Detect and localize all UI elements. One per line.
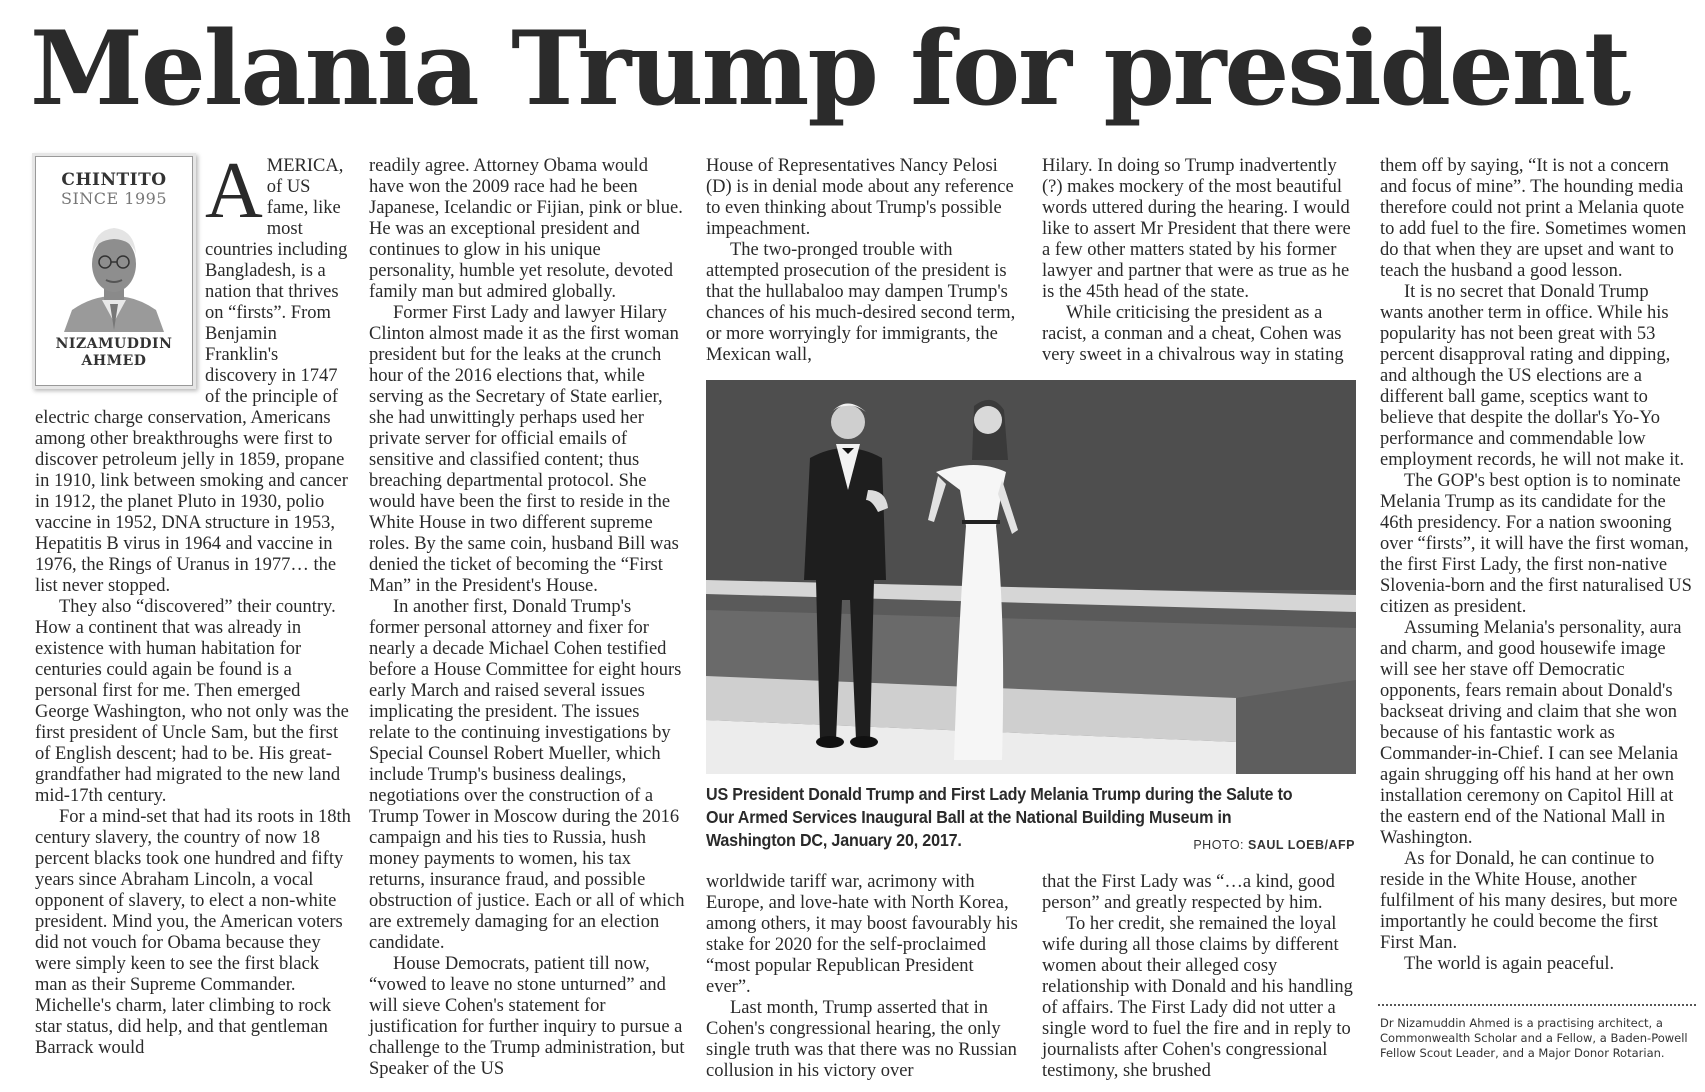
article-column-3-top bbox=[706, 156, 1022, 366]
byline-box bbox=[35, 156, 193, 386]
paragraph: While criticising the president as a racist, a conman and a cheat, Cohen was very sweet in a chivalrous way in stating bbox=[1042, 303, 1344, 365]
paragraph: They also “discovered” their country. How a continent that was already in existence with human habitation for centuries could again be found is a personal first for me. Then emerged George Washington, who not only was the first president of Uncle Sam, but the first of English descent; had to be. His great-grandfather had migrated to the new land mid-17th century. bbox=[35, 597, 349, 806]
paragraph: The two-pronged trouble with attempted prosecution of the president is that the hullabaloo may dampen Trump's chances of his much-desired second term, or more worryingly for immigrants, the Mexican wall, bbox=[706, 240, 1016, 365]
article-column-3-bottom bbox=[706, 872, 1022, 1082]
author-portrait bbox=[62, 212, 166, 332]
paragraph: It is no secret that Donald Trump wants another term in office. While his popularity has not been great with 53 percent disapproval rating and dipping, and although the US elections are a different ball game, sceptics want to believe that despite the dollar's Yo-Yo performance and commendable low employment records, he will not make it. bbox=[1380, 282, 1685, 470]
paragraph: worldwide tariff war, acrimony with Europe, and love-hate with North Korea, among others, it may boost favourably his stake for 2020 for the self-proclaimed “most popular Republican President ever”. bbox=[706, 872, 1018, 997]
article-column-5 bbox=[1380, 156, 1696, 975]
photo-credit: PHOTO: SAUL LOEB/AFP bbox=[1193, 838, 1355, 852]
drop-cap: A bbox=[205, 147, 263, 235]
paragraph: Hilary. In doing so Trump inadvertently (?) makes mockery of the most beautiful words uttered during the hearing. I would like to assert Mr President that there were a few other matters stated by his former lawyer and partner that were as true as he is the 45th head of the state. bbox=[1042, 156, 1351, 302]
paragraph: AMERICA, of US fame, like most countries including Bangladesh, is a nation that thrives on “firsts”. From Benjamin Franklin's discovery in 1747 of the principle of electric charge conservation, Americans among other breakthroughs were first to discover petroleum jelly in 1859, propane in 1910, link between smoking and cancer in 1912, the planet Pluto in 1930, polio vaccine in 1952, DNA structure in 1953, Hepatitis B virus in 1964 and vaccine in 1976, the Rings of Uranus in 1977… the list never stopped. bbox=[35, 147, 348, 596]
photo-caption: US President Donald Trump and First Lady Melania Trump during the Salute to Our Armed Services Inaugural Ball at the National Building Museum in Washington DC, January 20, 2017. bbox=[706, 784, 1293, 850]
paragraph: House of Representatives Nancy Pelosi (D) is in denial mode about any reference to even thinking about Trump's possible impeachment. bbox=[706, 156, 1014, 239]
paragraph: The GOP's best option is to nominate Melania Trump as its candidate for the 46th presidency. For a nation swooning over “firsts”, it will have the first woman, the first First Lady, the first non-native Slovenia-born and the first naturalised US citizen as president. bbox=[1380, 471, 1692, 617]
column-brand: CHINTITO bbox=[61, 170, 167, 190]
article-column-4-bottom bbox=[1042, 872, 1360, 1082]
paragraph: readily agree. Attorney Obama would have won the 2009 race had he been Japanese, Icelandic or Fijian, pink or blue. He was an exceptional president and continues to glow in his unique personality, humble yet resolute, devoted family man but admired globally. bbox=[369, 156, 683, 302]
paragraph: For a mind-set that had its roots in 18th century slavery, the country of now 18 percent blacks took one hundred and fifty years since Abraham Lincoln, a vocal opponent of slavery, to elect a non-white president. Mind you, the American voters did not vouch for Obama because they were simply keen to see the first black man as their Supreme Commander. Michelle's charm, later climbing to rock star status, did help, and that gentleman Barrack would bbox=[35, 807, 351, 1058]
author-last-name: AHMED bbox=[81, 353, 147, 369]
paragraph: Former First Lady and lawyer Hilary Clinton almost made it as the first woman president but for the leaks at the crunch hour of the 2016 elections that, while serving as the Secretary of State earlier, she had unwittingly perhaps used her private server for official emails of sensitive and classified content; thus breaching departmental protocol. She would have been the first to reside in the White House in two different supreme roles. By the same coin, husband Bill was denied the ticket of becoming the “First Man” in the President's House. bbox=[369, 303, 679, 596]
paragraph: In another first, Donald Trump's former personal attorney and fixer for nearly a decade Michael Cohen testified before a House Committee for eight hours early March and raised several issues implicating the president. The issues relate to the continuing investigations by Special Counsel Robert Mueller, which include Trump's business dealings, negotiations over the construction of a Trump Tower in Moscow during the 2016 campaign and his ties to Russia, hush money payments to women, his tax returns, insurance fraud, and possible obstruction of justice. Each or all of which are extremely damaging for an election candidate. bbox=[369, 597, 685, 953]
column-since: SINCE 1995 bbox=[60, 189, 167, 208]
paragraph: The world is again peaceful. bbox=[1404, 954, 1615, 974]
article-column-1 bbox=[35, 147, 353, 1059]
article-column-4-top bbox=[1042, 156, 1360, 366]
news-photo bbox=[706, 380, 1356, 774]
paragraph: To her credit, she remained the loyal wife during all those claims by different women about their alleged cosy relationship with Donald and his handling of affairs. The First Lady did not utter a single word to fuel the fire and in reply to journalists after Cohen's congressional testimony, she brushed bbox=[1042, 914, 1353, 1081]
paragraph: that the First Lady was “…a kind, good person” and greatly respected by him. bbox=[1042, 872, 1335, 913]
article-column-2 bbox=[369, 156, 685, 1080]
paragraph: Last month, Trump asserted that in Cohen's congressional hearing, the only single truth was that there was no Russian collusion in his victory over bbox=[706, 998, 1017, 1081]
paragraph: them off by saying, “It is not a concern and focus of mine”. The hounding media therefore could not print a Melania quote to add fuel to the fire. Sometimes women do that when they are upset and want to teach the husband a good lesson. bbox=[1380, 156, 1687, 281]
bio-divider bbox=[1378, 1004, 1696, 1006]
author-first-name: NIZAMUDDIN bbox=[55, 336, 173, 352]
paragraph: House Democrats, patient till now, “vowed to leave no stone unturned” and will sieve Cohen's statement for justification for further inquiry to pursue a challenge to the Trump administration, but Speaker of the US bbox=[369, 954, 685, 1079]
paragraph: Assuming Melania's personality, aura and charm, and good housewife image will see her stave off Democratic opponents, fears remain about Donald's backseat driving and claim that she won because of his fantastic work as Commander-in-Chief. I can see Melania again shrugging off his hand at her own installation ceremony on Capitol Hill at the eastern end of the National Mall in Washington. bbox=[1380, 618, 1682, 848]
author-bio: Dr Nizamuddin Ahmed is a practising architect, a Commonwealth Scholar and a Fellow, a Baden-Powell Fellow Scout Leader, and a Major Donor Rotarian. bbox=[1380, 1016, 1688, 1060]
headline: Melania Trump for president bbox=[30, 9, 1630, 129]
paragraph: As for Donald, he can continue to reside in the White House, another fulfilment of his many desires, but more importantly he could become the first First Man. bbox=[1380, 849, 1678, 953]
